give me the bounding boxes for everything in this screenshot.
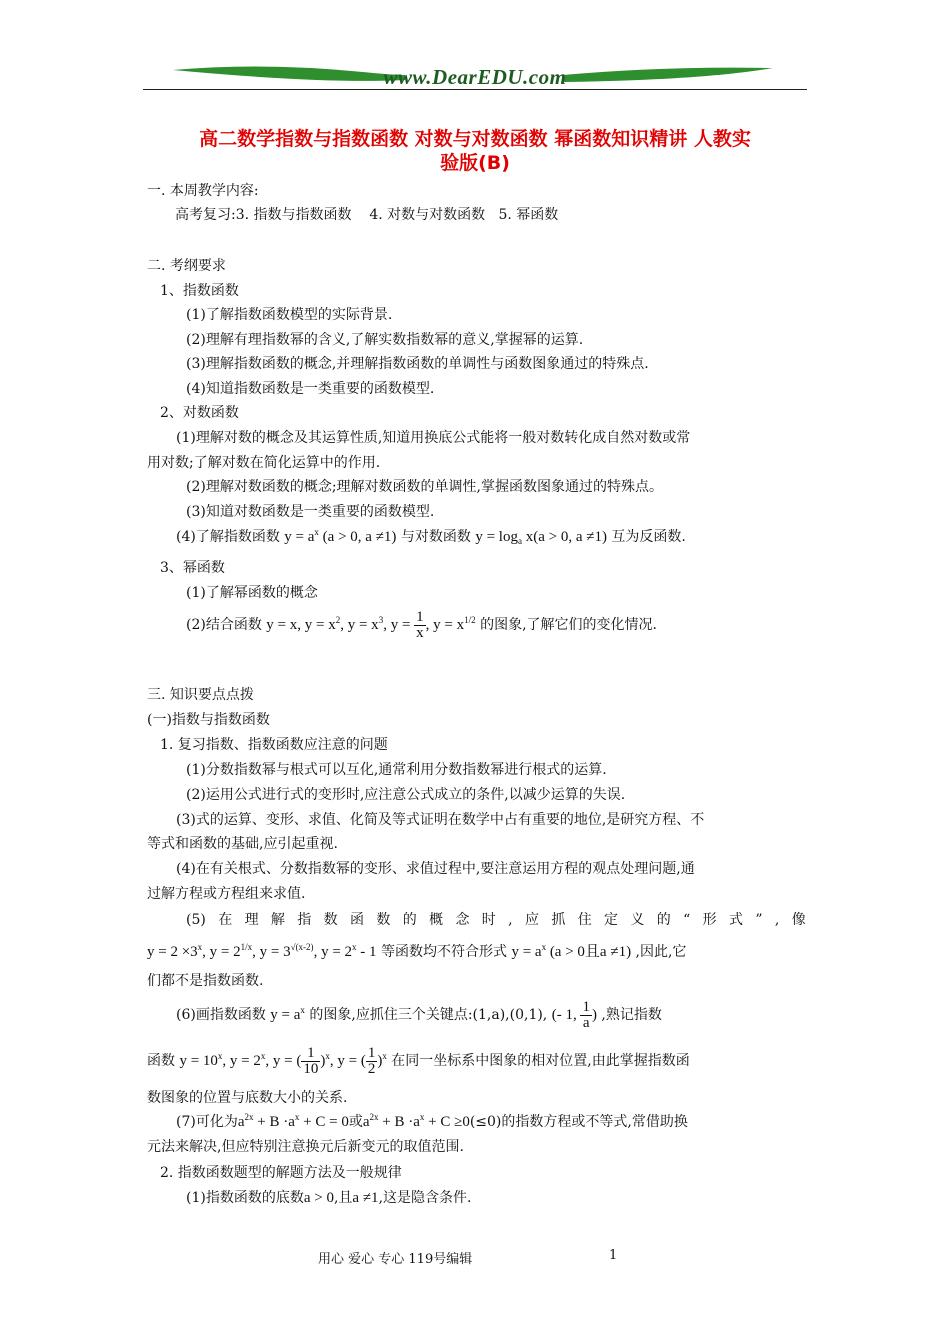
base-positive-formula: a > 0 — [303, 1190, 334, 1206]
note-5a-char: 解 — [270, 912, 285, 928]
sub1-item: (3)理解指数函数的概念,并理解指数函数的单调性与函数图象通过的特殊点. — [186, 356, 649, 372]
note-5a-char: 概 — [429, 912, 444, 928]
exp-examples-formula: $y = 10^x$, $y = 2^x$, y = ( $\frac{1}{10}$ )$^x$, y = ( $\frac{1}{2}$ )$^x$ — [179, 1045, 387, 1078]
note-5a-char: (5) — [186, 912, 206, 928]
sub2-item2: (2)理解对数函数的概念;理解对数函数的单调性,掌握函数图象通过的特殊点。 — [186, 479, 663, 495]
quadratic-eq-formula: $a^{2x} + B \cdot a^x + C = 0$ — [237, 1112, 349, 1130]
quadratic-ineq-formula: $a^{2x} + B \cdot a^x + C \ge 0$ — [362, 1112, 470, 1130]
item2-line1: (1)指数函数的底数a > 0,且a ≠1,这是隐含条件. — [186, 1190, 472, 1206]
section2-heading: 二. 考纲要求 — [147, 258, 226, 274]
note-5a-char: “ — [683, 912, 691, 928]
sub2-item1b: 用对数;了解对数在简化运算中的作用. — [147, 455, 381, 471]
note-1: (1)分数指数幂与根式可以互化,通常利用分数指数幂进行根式的运算. — [186, 762, 607, 778]
key-point-formula: (- 1, $\frac{1}{a}$ ) — [551, 999, 597, 1032]
note-5a-char: 式 — [729, 912, 744, 928]
sub3-item2: (2)结合函数 y = x, $y = x^2$, $y = x^3$, y = $\frac{1}{x}$ , $y = x^{1/2}$ 的图象,了解它们的变化情况. — [186, 609, 657, 642]
header-rule — [143, 89, 807, 90]
item2-heading: 2. 指数函数题型的解题方法及一般规律 — [160, 1165, 402, 1181]
note-5a-char: ” — [755, 912, 763, 928]
note-5a-char: 定 — [604, 912, 619, 928]
note-5a-char: 函 — [350, 912, 364, 928]
note-5a-char: 的 — [656, 912, 671, 928]
exp-function-formula: $y = a^x$ (a > 0, a ≠1) — [284, 527, 397, 545]
section1-heading: 一. 本周教学内容: — [147, 183, 259, 199]
note-4a: (4)在有关根式、分数指数幂的变形、求值过程中,要注意运用方程的观点处理问题,通 — [176, 861, 695, 877]
note-5a-char: 念 — [455, 912, 470, 928]
note-5a-char: 住 — [577, 912, 592, 928]
section1-line: 高考复习:3. 指数与指数函数 4. 对数与对数函数 5. 幂函数 — [175, 207, 559, 223]
sub1-item: (1)了解指数函数模型的实际背景. — [186, 307, 393, 323]
note-5a-char: 应 — [524, 912, 539, 928]
note-7a: (7)可化为$a^{2x} + B \cdot a^x + C = 0$或$a^{2x} + B \cdot a^x + C \ge 0(\le 0)$的指数方程或不等式,常借助换 — [176, 1112, 688, 1130]
non-exp-examples-formula: $y = 2 \times 3^x$, $y = 2^{1/x}$, $y = 3^{√(x-2)}$, $y = 2^x - 1$ — [147, 942, 377, 960]
note-5b: $y = 2 \times 3^x$, $y = 2^{1/x}$, $y = 3^{√(x-2)}$, $y = 2^x - 1$ 等函数均不符合形式 $y = a^x$ (a > 0且a ≠1) ,因此,它 — [147, 942, 687, 960]
site-logo: www.DearEDU.com — [383, 65, 567, 89]
power-functions-formula: y = x, $y = x^2$, $y = x^3$, y = $\frac{1}{x}$ , $y = x^{1/2}$ — [266, 609, 476, 642]
note-4b: 过解方程或方程组来求值. — [147, 886, 306, 902]
note-5a-char: 数 — [376, 912, 391, 928]
note-5a-char: 抓 — [551, 912, 566, 928]
note-5a-char: , — [508, 912, 513, 928]
base-not-one-formula: a ≠1 — [352, 1190, 379, 1206]
sub2-item4: (4)了解指数函数 $y = a^x$ (a > 0, a ≠1) 与对数函数 $y = \log_a x(a > 0$, a ≠1) 互为反函数. — [176, 527, 686, 546]
note-7b: 元法来解决,但应特别注意换元后新变元的取值范围. — [147, 1139, 464, 1155]
sub1-item: (2)理解有理指数幂的含义,了解实数指数幂的意义,掌握幂的运算. — [186, 332, 584, 348]
note-5a-char: 形 — [702, 912, 717, 928]
sub1-heading: 1、指数函数 — [160, 283, 239, 299]
note-5a-char: 数 — [323, 912, 338, 928]
doc-title-line2: 验版(B) — [440, 152, 510, 174]
note-5a-char: 时 — [481, 912, 496, 928]
sub1-item: (4)知道指数函数是一类重要的函数模型. — [186, 381, 435, 397]
note-6c: 数图象的位置与底数大小的关系. — [147, 1090, 348, 1106]
note-3b: 等式和函数的基础,应引起重视. — [147, 836, 338, 852]
note-5a-char: 理 — [244, 912, 259, 928]
sub2-item3: (3)知道对数函数是一类重要的函数模型. — [186, 504, 435, 520]
footer-slogan: 用心 爱心 专心 119号编辑 — [318, 1252, 473, 1267]
exp-form-formula: $y = a^x$ (a > 0且a ≠1) — [511, 942, 632, 960]
note-6a: (6)画指数函数 $y = a^x$ 的图象,应抓住三个关键点:(1,a),(0,1), (- 1, $\frac{1}{a}$ ) ,熟记指数 — [176, 999, 662, 1032]
note-5a-char: 指 — [297, 912, 312, 928]
doc-title-line1: 高二数学指数与指数函数 对数与对数函数 幂函数知识精讲 人教实 — [199, 128, 751, 150]
note-5a-char: , — [774, 912, 780, 928]
section3-heading: 三. 知识要点点拨 — [147, 687, 254, 703]
sub2-heading: 2、对数函数 — [160, 405, 239, 421]
note-6b: 函数 $y = 10^x$, $y = 2^x$, y = ( $\frac{1}{10}$ )$^x$, y = ( $\frac{1}{2}$ )$^x$ 在同一坐标系中图象的相对位置,由此掌握指数函 — [147, 1045, 690, 1078]
sub2-item1a: (1)理解对数的概念及其运算性质,知道用换底公式能将一般对数转化成自然对数或常 — [176, 430, 691, 446]
note-5a — [186, 911, 806, 929]
item1-heading: 1. 复习指数、指数函数应注意的问题 — [160, 737, 388, 753]
page-number: 1 — [609, 1248, 618, 1263]
note-2: (2)运用公式进行式的变形时,应注意公式成立的条件,以减少运算的失误. — [186, 787, 626, 803]
note-5a-char: 的 — [402, 912, 417, 928]
sub3-heading: 3、幂函数 — [160, 560, 225, 576]
note-5a-char: 像 — [791, 912, 806, 928]
note-3a: (3)式的运算、变形、求值、化简及等式证明在数学中占有重要的地位,是研究方程、不 — [176, 812, 705, 828]
log-function-formula: $y = \log_a x(a > 0$, a ≠1) — [475, 529, 607, 546]
note-5c: 们都不是指数函数. — [147, 973, 264, 989]
exp-y-formula: $y = a^x$ — [270, 1005, 305, 1023]
note-5a-char: 在 — [218, 912, 233, 928]
part1-heading: (一)指数与指数函数 — [147, 712, 270, 728]
sub3-item1: (1)了解幂函数的概念 — [186, 585, 318, 601]
note-5a-char: 义 — [630, 912, 645, 928]
